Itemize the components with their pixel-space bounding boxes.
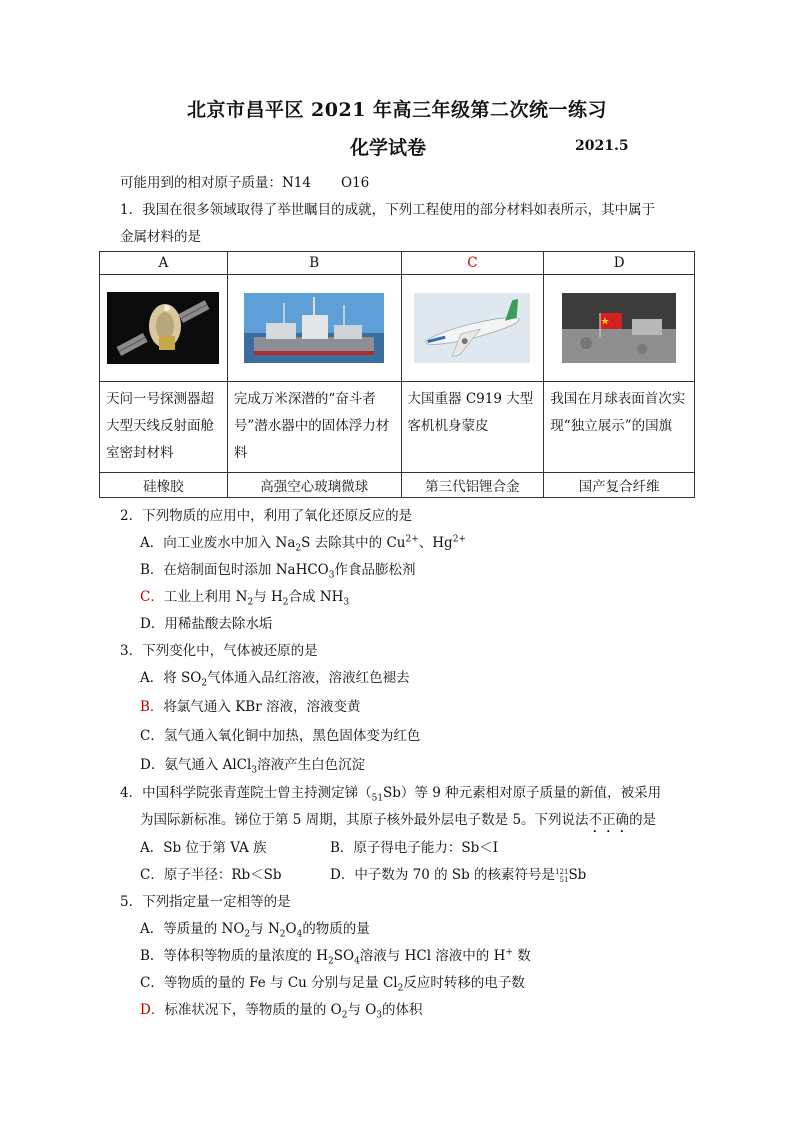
q2-option-d: D．用稀盐酸去除水垢 [140, 616, 273, 632]
q1-col-d-letter: D [544, 252, 695, 275]
q2-option-a: A．向工业废水中加入 $Na_2S$ 去除其中的 $Cu^{2+}$、$Hg^{2+}$ [140, 534, 466, 554]
q5-option-d: D．标准状况下，等物质的量的 $O_2$与 $O_3$的体积 [140, 1002, 423, 1021]
q1-stem-line2: 金属材料的是 [120, 229, 201, 245]
page-subtitle: 化学试卷 [350, 137, 427, 159]
q1-col-a-desc: 天问一号探测器超大型天线反射面舱室密封材料 [100, 382, 228, 473]
q1-materials-table [99, 251, 695, 498]
airplane-image [414, 293, 530, 363]
q2-option-c: C．工业上利用 $N_2$与 $H_2$合成 $NH_3$ [140, 589, 350, 608]
q1-col-d-image-cell [544, 275, 695, 382]
q3-stem: 3．下列变化中，气体被还原的是 [120, 643, 318, 659]
q1-col-c-material: 第三代铝锂合金 [401, 473, 544, 498]
q1-col-c-image-cell [401, 275, 544, 382]
q4-option-d: D．中子数为 70 的 Sb 的核素符号是 121 51 Sb [330, 867, 587, 884]
q1-col-c-letter: C [401, 252, 544, 275]
q1-col-a-letter: A [100, 252, 228, 275]
q1-col-b-material: 高强空心玻璃微球 [227, 473, 401, 498]
atomic-mass-note [120, 174, 369, 192]
q3-option-d: D．氨气通入 AlCl$_3$溶液产生白色沉淀 [140, 757, 366, 776]
q1-col-a-material: 硅橡胶 [100, 473, 228, 498]
q1-stem-line1: 1．我国在很多领域取得了举世瞩目的成就，下列工程使用的部分材料如表所示，其中属于 [120, 202, 656, 218]
q1-col-d-desc: 我国在月球表面首次实现“独立展示”的国旗 [544, 382, 695, 473]
atomic-mass-o: O16 [341, 175, 370, 191]
q1-col-a-image-cell [100, 275, 228, 382]
q5-option-c: C．等物质的量的 Fe 与 Cu 分别与足量 $Cl_2$反应时转移的电子数 [140, 975, 525, 994]
q5-option-a: A．等质量的 $NO_2$与 $N_2O_4$的物质的量 [140, 921, 370, 940]
q3-option-a: A．将 $SO_2$气体通入品红溶液，溶液红色褪去 [140, 670, 410, 689]
atomic-mass-label: 可能用到的相对原子质量：N14 [120, 175, 311, 191]
q3-option-b: B．将氯气通入 KBr 溶液，溶液变黄 [140, 699, 361, 715]
q4-stem-line2: 为国际新标准。锑位于第 5 周期，其原子核外最外层电子数是 5。下列说法不正确的是 [140, 812, 657, 828]
q1-col-b-letter: B [227, 252, 401, 275]
page-title: 北京市昌平区 2021 年高三年级第二次统一练习 [186, 99, 608, 121]
q4-stem-line1: 4．中国科学院张青莲院士曾主持测定锑$(_{51}Sb)$等 9 种元素相对原子质量的新值，被采用 [120, 785, 662, 804]
q1-col-b-image-cell [227, 275, 401, 382]
q5-option-b: B．等体积等物质的量浓度的 $H_2SO_4$溶液与 HCl 溶液中的 H+ 数 [140, 947, 531, 967]
q2-option-b: B．在焙制面包时添加 NaHCO$_3$作食品膨松剂 [140, 562, 416, 581]
q4-option-c: C．原子半径：Rb＜Sb [140, 867, 282, 883]
q4-option-a: A．Sb 位于第 VA 族 [140, 840, 267, 856]
q1-col-b-desc: 完成万米深潜的“奋斗者号”潜水器中的固体浮力材料 [227, 382, 401, 473]
q3-option-c: C．氢气通入氧化铜中加热，黑色固体变为红色 [140, 728, 421, 744]
exam-date: 2021.5 [575, 138, 629, 154]
moon-flag-image [562, 293, 676, 363]
q5-stem: 5．下列指定量一定相等的是 [120, 894, 291, 910]
q1-col-c-desc: 大国重器 C919 大型客机机身蒙皮 [401, 382, 544, 473]
q4-option-b: B．原子得电子能力：Sb＜I [330, 840, 499, 856]
satellite-image [107, 292, 219, 364]
q2-stem: 2．下列物质的应用中，利用了氧化还原反应的是 [120, 508, 413, 524]
q1-col-d-material: 国产复合纤维 [544, 473, 695, 498]
ship-image [244, 293, 384, 363]
